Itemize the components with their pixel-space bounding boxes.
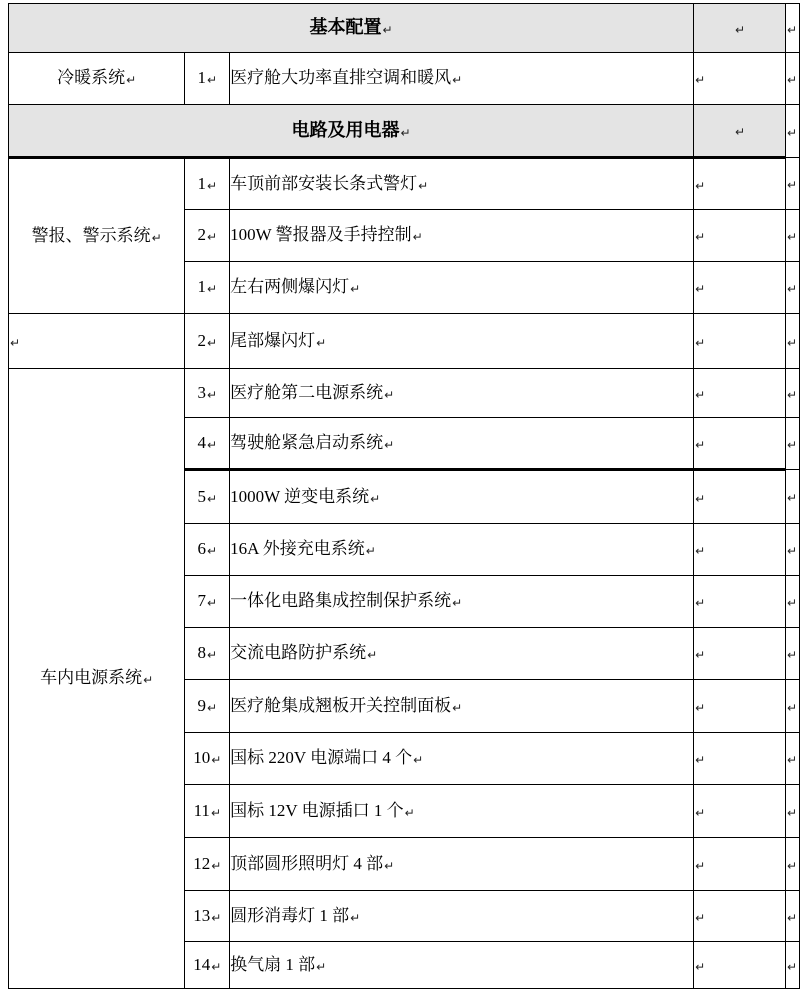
item-desc: 换气扇 1 部 (230, 954, 316, 974)
item-desc-cell[interactable] (230, 210, 694, 262)
item-number-cell[interactable] (185, 210, 230, 262)
item-number: 4 (197, 432, 206, 452)
paragraph-mark-icon: ↵ (695, 437, 706, 452)
paragraph-mark-icon: ↵ (695, 805, 706, 820)
section-header-value-cell[interactable] (694, 105, 786, 158)
row-end-mark-icon: ↵ (787, 387, 798, 402)
item-number: 1 (197, 277, 206, 297)
item-desc-cell[interactable] (230, 891, 694, 942)
item-desc-cell[interactable] (230, 262, 694, 314)
row-end-cell (786, 942, 800, 989)
item-number: 1 (197, 68, 206, 88)
item-number-cell[interactable] (185, 470, 230, 524)
row-end-mark-icon: ↵ (787, 282, 798, 297)
row-end-cell (786, 369, 800, 418)
row-end-mark-icon: ↵ (787, 596, 798, 611)
item-desc-cell[interactable] (230, 733, 694, 785)
section-title: 基本配置 (309, 17, 382, 38)
category-cell-alarm[interactable] (9, 158, 185, 314)
value-cell[interactable] (694, 524, 786, 576)
paragraph-mark-icon: ↵ (695, 648, 706, 663)
row-end-mark-icon: ↵ (787, 438, 798, 453)
row-end-mark-icon: ↵ (787, 959, 798, 974)
item-number-cell[interactable] (185, 576, 230, 628)
paragraph-mark-icon: ↵ (370, 491, 381, 506)
item-number-cell[interactable] (185, 838, 230, 891)
row-end-mark-icon: ↵ (787, 648, 798, 663)
row-end-mark-icon: ↵ (787, 544, 798, 559)
item-number-cell[interactable] (185, 418, 230, 470)
paragraph-mark-icon: ↵ (695, 910, 706, 925)
item-number: 7 (197, 591, 206, 611)
paragraph-mark-icon: ↵ (695, 178, 706, 193)
value-cell[interactable] (694, 369, 786, 418)
row-end-mark-icon: ↵ (787, 753, 798, 768)
row-end-cell (786, 576, 800, 628)
paragraph-mark-icon: ↵ (695, 700, 706, 715)
category-label: 警报、警示系统 (31, 225, 151, 245)
paragraph-mark-icon: ↵ (695, 544, 706, 559)
row-end-cell (786, 53, 800, 105)
category-label: 冷暖系统 (57, 68, 126, 88)
row-end-mark-icon: ↵ (787, 22, 798, 37)
paragraph-mark-icon: ↵ (695, 73, 706, 88)
category-cell-hvac[interactable] (9, 53, 185, 105)
row-end-cell (786, 314, 800, 369)
paragraph-mark-icon: ↵ (316, 335, 327, 350)
paragraph-mark-icon: ↵ (207, 700, 218, 715)
section-header-electric[interactable] (9, 105, 694, 158)
paragraph-mark-icon: ↵ (695, 596, 706, 611)
item-number-cell[interactable] (185, 369, 230, 418)
item-desc: 交流电路防护系统 (230, 643, 367, 663)
paragraph-mark-icon: ↵ (452, 596, 463, 611)
table-row (9, 158, 800, 210)
item-desc: 100W 警报器及手持控制 (230, 225, 412, 245)
paragraph-mark-icon: ↵ (452, 700, 463, 715)
row-end-cell (786, 158, 800, 210)
value-cell[interactable] (694, 53, 786, 105)
table-row (9, 369, 800, 418)
row-end-mark-icon: ↵ (787, 73, 798, 88)
item-number: 2 (197, 225, 206, 245)
paragraph-mark-icon: ↵ (126, 73, 137, 88)
item-desc-cell[interactable] (230, 785, 694, 838)
item-number: 1 (197, 173, 206, 193)
item-desc: 左右两侧爆闪灯 (230, 277, 350, 297)
item-desc-cell[interactable] (230, 418, 694, 470)
item-desc: 顶部圆形照明灯 4 部 (230, 853, 384, 873)
item-number: 12 (193, 853, 211, 873)
table-row (9, 4, 800, 53)
item-number: 2 (197, 330, 206, 350)
paragraph-mark-icon: ↵ (207, 437, 218, 452)
paragraph-mark-icon: ↵ (382, 23, 393, 38)
paragraph-mark-icon: ↵ (452, 73, 463, 88)
paragraph-mark-icon: ↵ (211, 910, 222, 925)
value-cell[interactable] (694, 838, 786, 891)
item-number: 10 (193, 748, 211, 768)
paragraph-mark-icon: ↵ (210, 805, 221, 820)
paragraph-mark-icon: ↵ (143, 673, 154, 688)
row-end-cell (786, 470, 800, 524)
value-cell[interactable] (694, 680, 786, 733)
paragraph-mark-icon: ↵ (207, 544, 218, 559)
section-header-value-cell[interactable] (694, 4, 786, 53)
item-desc: 国标 12V 电源插口 1 个 (230, 800, 404, 820)
paragraph-mark-icon: ↵ (207, 596, 218, 611)
item-desc: 车顶前部安装长条式警灯 (230, 173, 418, 193)
section-title: 电路及用电器 (291, 119, 400, 140)
item-desc-cell[interactable] (230, 628, 694, 680)
paragraph-mark-icon: ↵ (418, 178, 429, 193)
item-number-cell[interactable] (185, 628, 230, 680)
item-desc-cell[interactable] (230, 314, 694, 369)
paragraph-mark-icon: ↵ (151, 230, 162, 245)
paragraph-mark-icon: ↵ (211, 858, 222, 873)
row-end-cell (786, 838, 800, 891)
table-row (9, 105, 800, 158)
paragraph-mark-icon: ↵ (384, 437, 395, 452)
item-number-cell[interactable] (185, 680, 230, 733)
item-desc: 1000W 逆变电系统 (230, 486, 370, 506)
value-cell[interactable] (694, 628, 786, 680)
paragraph-mark-icon: ↵ (695, 959, 706, 974)
category-label: 车内电源系统 (40, 668, 143, 688)
paragraph-mark-icon: ↵ (316, 959, 327, 974)
paragraph-mark-icon: ↵ (412, 230, 423, 245)
row-end-mark-icon: ↵ (787, 125, 798, 140)
paragraph-mark-icon: ↵ (735, 125, 746, 140)
item-desc: 医疗舱第二电源系统 (230, 382, 384, 402)
row-end-mark-icon: ↵ (787, 491, 798, 506)
paragraph-mark-icon: ↵ (365, 544, 376, 559)
section-header-basic[interactable] (9, 4, 694, 53)
item-desc: 医疗舱大功率直排空调和暖风 (230, 68, 452, 88)
value-cell[interactable] (694, 576, 786, 628)
item-number-cell[interactable] (185, 314, 230, 369)
item-number-cell[interactable] (185, 785, 230, 838)
item-number: 3 (197, 382, 206, 402)
row-end-cell (786, 418, 800, 470)
paragraph-mark-icon: ↵ (695, 491, 706, 506)
row-end-cell (786, 628, 800, 680)
row-end-cell (786, 210, 800, 262)
paragraph-mark-icon: ↵ (367, 648, 378, 663)
paragraph-mark-icon: ↵ (207, 335, 218, 350)
paragraph-mark-icon: ↵ (384, 858, 395, 873)
category-cell-power[interactable] (9, 369, 185, 989)
value-cell[interactable] (694, 942, 786, 989)
paragraph-mark-icon: ↵ (735, 22, 746, 37)
item-number-cell[interactable] (185, 942, 230, 989)
item-number: 5 (197, 486, 206, 506)
item-desc-cell[interactable] (230, 53, 694, 105)
item-desc-cell[interactable] (230, 942, 694, 989)
paragraph-mark-icon: ↵ (384, 387, 395, 402)
item-number-cell[interactable] (185, 53, 230, 105)
item-desc-cell[interactable] (230, 576, 694, 628)
paragraph-mark-icon: ↵ (207, 73, 218, 88)
item-number: 8 (197, 643, 206, 663)
item-desc: 圆形消毒灯 1 部 (230, 905, 350, 925)
value-cell[interactable] (694, 314, 786, 369)
item-desc-cell[interactable] (230, 470, 694, 524)
value-cell[interactable] (694, 210, 786, 262)
paragraph-mark-icon: ↵ (10, 335, 21, 350)
row-end-mark-icon: ↵ (787, 335, 798, 350)
item-desc-cell[interactable] (230, 524, 694, 576)
paragraph-mark-icon: ↵ (404, 805, 415, 820)
spec-table (8, 3, 800, 989)
item-desc: 国标 220V 电源端口 4 个 (230, 748, 413, 768)
paragraph-mark-icon: ↵ (350, 282, 361, 297)
paragraph-mark-icon: ↵ (207, 178, 218, 193)
paragraph-mark-icon: ↵ (211, 959, 222, 974)
row-end-cell (786, 891, 800, 942)
value-cell[interactable] (694, 470, 786, 524)
item-desc-cell[interactable] (230, 680, 694, 733)
row-end-mark-icon: ↵ (787, 178, 798, 193)
item-desc: 尾部爆闪灯 (230, 330, 316, 350)
item-number-cell[interactable] (185, 158, 230, 210)
item-number: 9 (197, 695, 206, 715)
value-cell[interactable] (694, 262, 786, 314)
item-number-cell[interactable] (185, 524, 230, 576)
paragraph-mark-icon: ↵ (207, 387, 218, 402)
row-end-cell (786, 105, 800, 158)
paragraph-mark-icon: ↵ (207, 282, 218, 297)
item-desc-cell[interactable] (230, 838, 694, 891)
value-cell[interactable] (694, 785, 786, 838)
paragraph-mark-icon: ↵ (207, 491, 218, 506)
row-end-mark-icon: ↵ (787, 910, 798, 925)
paragraph-mark-icon: ↵ (695, 230, 706, 245)
item-number: 11 (193, 800, 210, 820)
category-cell-empty[interactable] (9, 314, 185, 369)
paragraph-mark-icon: ↵ (211, 753, 222, 768)
row-end-cell (786, 680, 800, 733)
row-end-mark-icon: ↵ (787, 230, 798, 245)
item-number: 14 (193, 954, 211, 974)
value-cell[interactable] (694, 418, 786, 470)
value-cell[interactable] (694, 733, 786, 785)
item-number: 6 (197, 539, 206, 559)
paragraph-mark-icon: ↵ (207, 230, 218, 245)
item-desc: 驾驶舱紧急启动系统 (230, 432, 384, 452)
item-number-cell[interactable] (185, 733, 230, 785)
item-number-cell[interactable] (185, 891, 230, 942)
item-desc: 医疗舱集成翘板开关控制面板 (230, 695, 452, 715)
item-desc: 一体化电路集成控制保护系统 (230, 591, 452, 611)
row-end-mark-icon: ↵ (787, 700, 798, 715)
row-end-mark-icon: ↵ (787, 858, 798, 873)
row-end-cell (786, 262, 800, 314)
paragraph-mark-icon: ↵ (350, 910, 361, 925)
item-desc-cell[interactable] (230, 369, 694, 418)
value-cell[interactable] (694, 158, 786, 210)
paragraph-mark-icon: ↵ (695, 335, 706, 350)
paragraph-mark-icon: ↵ (695, 858, 706, 873)
item-desc: 16A 外接充电系统 (230, 539, 365, 559)
item-number-cell[interactable] (185, 262, 230, 314)
row-end-cell (786, 785, 800, 838)
item-desc-cell[interactable] (230, 158, 694, 210)
paragraph-mark-icon: ↵ (400, 125, 411, 140)
table-row (9, 314, 800, 369)
paragraph-mark-icon: ↵ (413, 753, 424, 768)
item-number: 13 (193, 905, 211, 925)
row-end-cell (786, 4, 800, 53)
table-row (9, 53, 800, 105)
row-end-cell (786, 733, 800, 785)
row-end-cell (786, 524, 800, 576)
value-cell[interactable] (694, 891, 786, 942)
paragraph-mark-icon: ↵ (695, 753, 706, 768)
paragraph-mark-icon: ↵ (695, 282, 706, 297)
paragraph-mark-icon: ↵ (207, 648, 218, 663)
row-end-mark-icon: ↵ (787, 805, 798, 820)
paragraph-mark-icon: ↵ (695, 387, 706, 402)
